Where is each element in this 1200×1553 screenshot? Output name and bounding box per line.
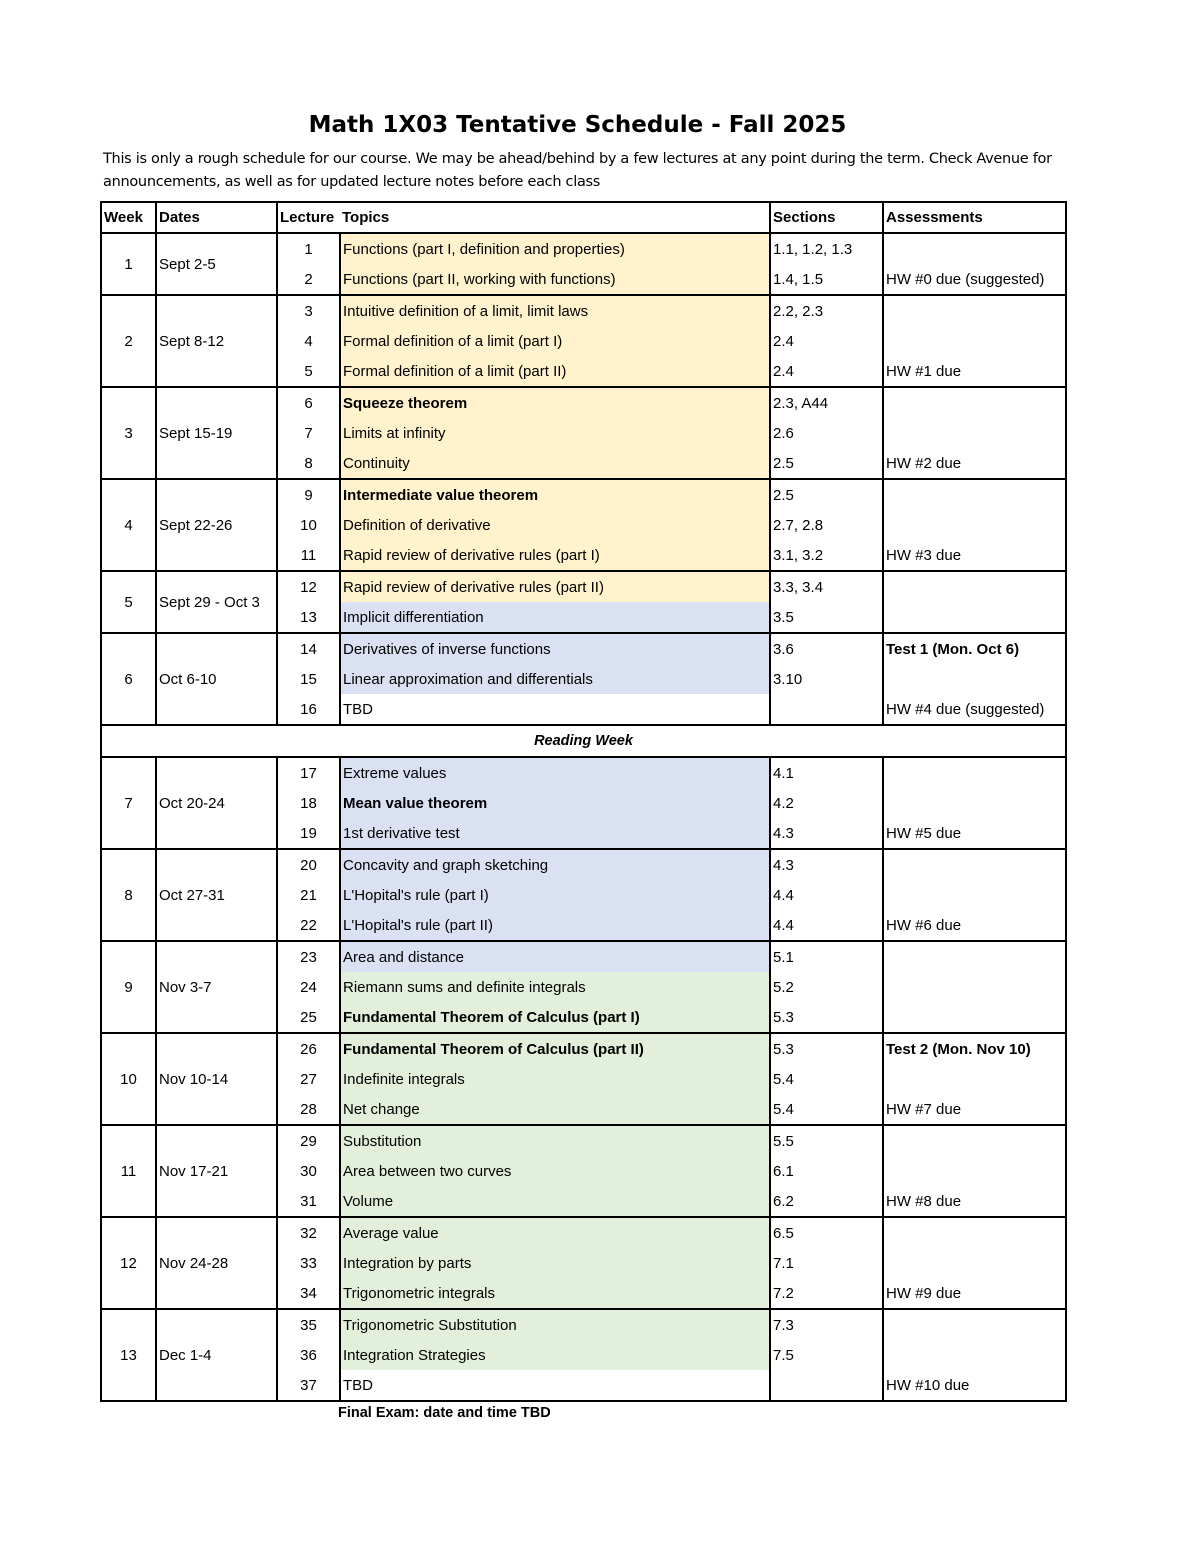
lecture-row [101,295,1066,326]
lecture-sections: 5.3 [770,1002,883,1033]
lecture-topic: Integration Strategies [340,1340,770,1370]
lecture-row [101,849,1066,880]
lecture-topic: TBD [340,694,770,725]
lecture-sections: 5.3 [770,1033,883,1064]
lecture-sections: 6.2 [770,1186,883,1217]
page-title: Math 1X03 Tentative Schedule - Fall 2025 [308,112,847,138]
header-dates: Dates [156,202,277,233]
lecture-number: 11 [277,540,340,571]
week-number: 2 [101,295,156,387]
intro-text: This is only a rough schedule for our course. We may be ahead/behind by a few lectures at any point during the term. Check Avenue for announcements, as well as for updated lecture notes before each class [103,151,1052,190]
lecture-number: 2 [277,264,340,295]
lecture-assessment [883,664,1066,694]
lecture-sections: 1.1, 1.2, 1.3 [770,233,883,264]
week-dates: Sept 29 - Oct 3 [156,571,277,633]
lecture-sections: 4.2 [770,788,883,818]
lecture-assessment [883,941,1066,972]
week-dates: Oct 20-24 [156,757,277,849]
lecture-sections: 5.2 [770,972,883,1002]
week-number: 6 [101,633,156,725]
week-number: 7 [101,757,156,849]
week-number: 3 [101,387,156,479]
lecture-topic: Formal definition of a limit (part II) [340,356,770,387]
lecture-sections: 7.2 [770,1278,883,1309]
lecture-sections: 2.4 [770,326,883,356]
lecture-number: 31 [277,1186,340,1217]
lecture-number: 19 [277,818,340,849]
lecture-sections [770,694,883,725]
lecture-number: 13 [277,602,340,633]
lecture-topic: Fundamental Theorem of Calculus (part II) [340,1033,770,1064]
lecture-topic: Derivatives of inverse functions [340,633,770,664]
lecture-assessment [883,1340,1066,1370]
lecture-number: 37 [277,1370,340,1401]
lecture-assessment [883,1156,1066,1186]
lecture-assessment: HW #8 due [883,1186,1066,1217]
lecture-topic: 1st derivative test [340,818,770,849]
lecture-topic: Continuity [340,448,770,479]
lecture-assessment: Test 2 (Mon. Nov 10) [883,1033,1066,1064]
lecture-sections: 2.2, 2.3 [770,295,883,326]
lecture-assessment: HW #9 due [883,1278,1066,1309]
lecture-number: 25 [277,1002,340,1033]
header-row [101,202,1066,233]
lecture-assessment [883,1064,1066,1094]
lecture-number: 6 [277,387,340,418]
lecture-number: 9 [277,479,340,510]
lecture-topic: Indefinite integrals [340,1064,770,1094]
lecture-row [101,387,1066,418]
lecture-topic: Area and distance [340,941,770,972]
lecture-topic: Fundamental Theorem of Calculus (part I) [340,1002,770,1033]
lecture-sections: 6.1 [770,1156,883,1186]
lecture-sections: 5.4 [770,1064,883,1094]
lecture-topic: Limits at infinity [340,418,770,448]
lecture-assessment: HW #3 due [883,540,1066,571]
lecture-number: 12 [277,571,340,602]
lecture-row [101,757,1066,788]
lecture-sections: 2.3, A44 [770,387,883,418]
lecture-number: 7 [304,424,313,442]
lecture-assessment [883,757,1066,788]
lecture-sections: 4.4 [770,880,883,910]
lecture-sections: 6.5 [770,1217,883,1248]
lecture-number: 15 [300,670,317,688]
lecture-topic: Squeeze theorem [340,387,770,418]
lecture-number: 27 [300,1070,317,1088]
lecture-number: 24 [300,978,317,996]
lecture-row [101,1033,1066,1064]
lecture-topic: Mean value theorem [340,788,770,818]
lecture-sections: 3.1, 3.2 [770,540,883,571]
lecture-number: 26 [277,1033,340,1064]
lecture-number: 10 [300,516,317,534]
schedule-table [100,201,1067,1402]
lecture-topic: Linear approximation and differentials [340,664,770,694]
week-dates: Nov 24-28 [156,1217,277,1309]
lecture-topic: Functions (part I, definition and properties) [340,233,770,264]
lecture-number: 29 [277,1125,340,1156]
lecture-assessment [883,479,1066,510]
lecture-assessment: HW #5 due [883,818,1066,849]
lecture-assessment [883,1248,1066,1278]
week-number: 9 [101,941,156,1033]
lecture-assessment [883,1002,1066,1033]
lecture-number: 35 [277,1309,340,1340]
lecture-assessment [883,387,1066,418]
lecture-sections: 3.5 [770,602,883,633]
lecture-sections: 7.1 [770,1248,883,1278]
lecture-assessment: HW #6 due [883,910,1066,941]
lecture-sections: 2.6 [770,418,883,448]
lecture-assessment [883,1217,1066,1248]
lecture-assessment [883,602,1066,633]
lecture-topic: Rapid review of derivative rules (part I) [340,540,770,571]
reading-week-label: Reading Week [101,725,1066,757]
week-dates: Nov 3-7 [156,941,277,1033]
lecture-sections: 7.5 [770,1340,883,1370]
lecture-sections: 2.5 [770,479,883,510]
lecture-number: 16 [277,694,340,725]
lecture-topic: Integration by parts [340,1248,770,1278]
lecture-assessment: HW #7 due [883,1094,1066,1125]
lecture-assessment [883,295,1066,326]
lecture-row [101,233,1066,264]
lecture-topic: Definition of derivative [340,510,770,540]
week-number: 13 [101,1309,156,1401]
lecture-sections: 2.5 [770,448,883,479]
week-number: 12 [101,1217,156,1309]
lecture-topic: Volume [340,1186,770,1217]
lecture-sections: 2.4 [770,356,883,387]
reading-week-section [101,725,1066,757]
header-week: Week [101,202,156,233]
lecture-row [101,633,1066,664]
lecture-sections [770,1370,883,1401]
week-dates: Sept 8-12 [156,295,277,387]
lecture-number: 34 [277,1278,340,1309]
final-exam-note: Final Exam: date and time TBD [338,1405,551,1421]
lecture-sections: 2.7, 2.8 [770,510,883,540]
lecture-sections: 5.1 [770,941,883,972]
lecture-topic: TBD [340,1370,770,1401]
lecture-row [101,1125,1066,1156]
lecture-row [101,941,1066,972]
week-number: 11 [101,1125,156,1217]
lecture-topic: Intuitive definition of a limit, limit laws [340,295,770,326]
lecture-number: 8 [277,448,340,479]
lecture-sections: 4.1 [770,757,883,788]
lecture-sections: 5.5 [770,1125,883,1156]
lecture-number: 14 [277,633,340,664]
week-dates: Sept 22-26 [156,479,277,571]
lecture-sections: 4.4 [770,910,883,941]
lecture-sections: 3.6 [770,633,883,664]
lecture-sections: 3.3, 3.4 [770,571,883,602]
lecture-topic: Trigonometric integrals [340,1278,770,1309]
lecture-assessment [883,326,1066,356]
lecture-number: 36 [300,1346,317,1364]
lecture-assessment: HW #1 due [883,356,1066,387]
header-sections: Sections [770,202,883,233]
lecture-topic: Average value [340,1217,770,1248]
lecture-assessment [883,972,1066,1002]
lecture-assessment: HW #2 due [883,448,1066,479]
lecture-topic: Intermediate value theorem [340,479,770,510]
lecture-sections: 4.3 [770,818,883,849]
lecture-topic: Rapid review of derivative rules (part II) [340,571,770,602]
lecture-number: 33 [300,1254,317,1272]
reading-week-row [101,725,1066,757]
lecture-topic: Functions (part II, working with functions) [340,264,770,295]
lecture-topic: Trigonometric Substitution [340,1309,770,1340]
lecture-assessment [883,849,1066,880]
lecture-assessment [883,571,1066,602]
lecture-number: 32 [277,1217,340,1248]
lecture-number: 20 [277,849,340,880]
lecture-row [101,1309,1066,1340]
lecture-row [101,479,1066,510]
week-number: 8 [101,849,156,941]
lecture-topic: Net change [340,1094,770,1125]
lecture-assessment [883,880,1066,910]
header-assessments: Assessments [883,202,1066,233]
week-dates: Sept 15-19 [156,387,277,479]
week-number: 5 [101,571,156,633]
lecture-assessment [883,1125,1066,1156]
lecture-topic: Substitution [340,1125,770,1156]
lecture-sections: 7.3 [770,1309,883,1340]
lecture-number: 23 [277,941,340,972]
lecture-number: 3 [277,295,340,326]
lecture-row [101,1217,1066,1248]
header-topics: Topics [340,202,770,233]
lecture-sections: 3.10 [770,664,883,694]
week-number: 1 [101,233,156,295]
schedule-body-before-break [101,233,1066,725]
schedule-body-after-break [101,757,1066,1401]
header-lecture: Lecture [277,202,340,233]
lecture-number: 28 [277,1094,340,1125]
lecture-assessment [883,1309,1066,1340]
lecture-topic: Formal definition of a limit (part I) [340,326,770,356]
lecture-number: 5 [277,356,340,387]
lecture-topic: Riemann sums and definite integrals [340,972,770,1002]
lecture-topic: L'Hopital's rule (part I) [340,880,770,910]
week-dates: Oct 27-31 [156,849,277,941]
lecture-assessment [883,510,1066,540]
lecture-assessment: HW #10 due [883,1370,1066,1401]
lecture-topic: L'Hopital's rule (part II) [340,910,770,941]
lecture-number: 17 [277,757,340,788]
lecture-sections: 1.4, 1.5 [770,264,883,295]
week-number: 10 [101,1033,156,1125]
lecture-topic: Implicit differentiation [340,602,770,633]
week-dates: Oct 6-10 [156,633,277,725]
week-dates: Sept 2-5 [156,233,277,295]
lecture-number: 4 [304,332,313,350]
lecture-assessment [883,788,1066,818]
lecture-assessment: Test 1 (Mon. Oct 6) [883,633,1066,664]
lecture-number: 1 [277,233,340,264]
lecture-assessment [883,233,1066,264]
lecture-topic: Area between two curves [340,1156,770,1186]
lecture-sections: 4.3 [770,849,883,880]
lecture-topic: Concavity and graph sketching [340,849,770,880]
lecture-assessment [883,418,1066,448]
lecture-number: 21 [300,886,317,904]
lecture-row [101,571,1066,602]
lecture-sections: 5.4 [770,1094,883,1125]
week-number: 4 [101,479,156,571]
lecture-assessment: HW #4 due (suggested) [883,694,1066,725]
week-dates: Nov 10-14 [156,1033,277,1125]
lecture-assessment: HW #0 due (suggested) [883,264,1066,295]
lecture-number: 30 [300,1162,317,1180]
lecture-number: 18 [300,794,317,812]
week-dates: Dec 1-4 [156,1309,277,1401]
lecture-number: 22 [277,910,340,941]
week-dates: Nov 17-21 [156,1125,277,1217]
lecture-topic: Extreme values [340,757,770,788]
